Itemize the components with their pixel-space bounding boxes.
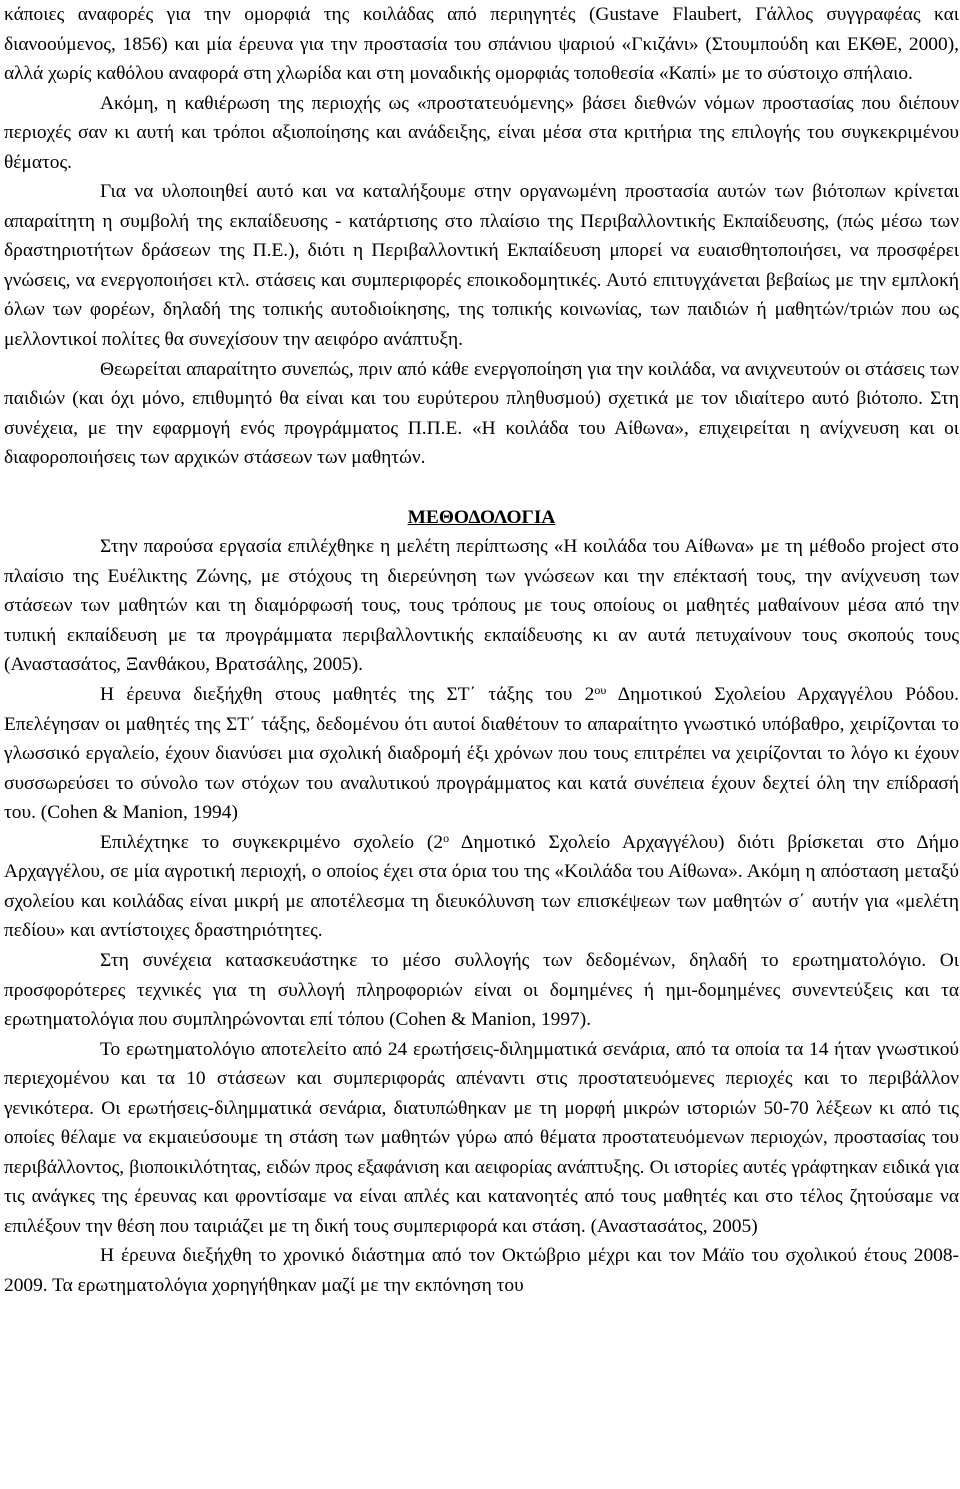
paragraph-school-choice — [4, 828, 959, 946]
text-run: Η έρευνα διεξήχθη στους μαθητές της ΣΤ΄ τάξης του 2 — [100, 684, 595, 706]
paragraph-protected-status: Ακόμη, η καθιέρωση της περιοχής ως «προστατευόμενης» βάσει διεθνών νόμων προστασίας που διέπουν περιοχές σαν κι αυτή και τρόποι αξιοποίησης και ανάδειξης, είναι μέσα στα κριτήρια της επιλογής του συγκεκριμένου θέματος. — [4, 92, 959, 173]
paragraph-attitudes: Θεωρείται απαραίτητο συνεπώς, πριν από κάθε ενεργοποίηση για την κοιλάδα, να ανιχνευτούν οι στάσεις των παιδιών (και όχι μόνο, επιθυμητό θα είναι και του ευρύτερου πληθυσμού) σχετικά με τον ιδιαίτερο αυτό βιότοπο. Στη συνέχεια, με την εφαρμογή ενός προγράμματος Π.Π.Ε. «Η κοιλάδα του Αίθωνα», επιχειρείται η ανίχνευση και οι διαφοροποιήσεις των αρχικών στάσεων των μαθητών. — [4, 358, 959, 469]
paragraph-research-period: Η έρευνα διεξήχθη το χρονικό διάστημα από τον Οκτώβριο μέχρι και τον Μάϊο του σχολικού έτους 2008-2009. Τα ερωτηματολόγια χορηγήθηκαν μαζί με την εκπόνηση του — [4, 1245, 959, 1296]
paragraph-method-project: Στην παρούσα εργασία επιλέχθηκε η μελέτη περίπτωσης «Η κοιλάδα του Αίθωνα» με τη μέθοδο project στο πλαίσιο της Ευέλικτης Ζώνης, με στόχους τη διερεύνηση των γνώσεων και την επέκτασή τους, την ανίχνευση των στάσεων των μαθητών και τη διαμόρφωσή τους, τους τρόπους με τους οποίους οι μαθητές μαθαίνουν μέσα από την τυπική εκπαίδευση με τα προγράμματα περιβαλλοντικής εκπαίδευσης κι αν αυτά πετυχαίνουν τους σκοπούς τους (Αναστασάτος, Ξανθάκου, Βρατσάλης, 2005). — [4, 536, 959, 676]
paragraph-environmental-education: Για να υλοποιηθεί αυτό και να καταλήξουμε στην οργανωμένη προστασία αυτών των βιότοπων κρίνεται απαραίτητη η συμβολή της εκπαίδευσης - κατάρτισης στο πλαίσιο της Περιβαλλοντικής Εκπαίδευσης, (πώς μέσω των δραστηριοτήτων δράσεων της Π.Ε.), διότι η Περιβαλλοντική Εκπαίδευση μπορεί να ευαισθητοποιήσει, να προσφέρει γνώσεις, να ενεργοποιήσει κτλ. στάσεις και συμπεριφορές εποικοδομητικές. Αυτό επιτυγχάνεται βεβαίως με την εμπλοκή όλων των φορέων, δηλαδή της τοπικής αυτοδιοίκησης, της τοπικής κοινωνίας, των παιδιών ή μαθητών/τριών που ως μελλοντικοί πολίτες θα συνεχίσουν την αειφόρο ανάπτυξη. — [4, 181, 959, 351]
ordinal-superscript: ο — [443, 830, 450, 845]
text-run: Επιλέχτηκε το συγκεκριμένο σχολείο (2 — [100, 831, 444, 853]
text-run: Δημοτικού Σχολείου Αρχαγγέλου Ρόδου. Επελέγησαν οι μαθητές της ΣΤ΄ τάξης, δεδομένου ότι αυτοί διαθέτουν το απαραίτητο γνωστικό υπόβαθρο, χειρίζονται το γλωσσικό εργαλείο, έχουν διανύσει μια σχολική διαδρομή έξι χρόνων που τους επιτρέπει να χειρίζονται το λόγο κι έχουν συσσωρεύσει το σύνολο των στόχων του αναλυτικού προγράμματος και κατά συνέπεια έχουν δεχτεί όλη την επίδρασή του. (Cohen & Manion, 1994) — [4, 684, 960, 824]
paragraph-questionnaire-tool: Στη συνέχεια κατασκευάστηκε το μέσο συλλογής των δεδομένων, δηλαδή το ερωτηματολόγιο. Οι προσφορότερες τεχνικές για τη συλλογή πληροφοριών είναι οι δομημένες ή ημι-δομημένες συνεντεύξεις και τα ερωτηματολόγια που συμπληρώνονται επί τόπου (Cohen & Manion, 1997). — [4, 949, 959, 1031]
paragraph-research-sample — [4, 680, 959, 828]
ordinal-superscript: ου — [594, 683, 607, 698]
section-spacer — [4, 473, 959, 503]
text-run: Δημοτικό Σχολείο Αρχαγγέλου) διότι βρίσκεται στο Δήμο Αρχαγγέλου, σε μία αγροτική περιοχή, ο οποίος έχει στα όρια του της «Κοιλάδα του Αίθωνα». Ακόμη η απόσταση μεταξύ σχολείου και κοιλάδας είναι μικρή με αποτέλεσμα τη διευκόλυνση των επισκέψεων των μαθητών σ΄ αυτήν για «μελέτη πεδίου» και αντίστοιχες δραστηριότητες. — [4, 831, 959, 942]
paragraph-intro-continuation: κάποιες αναφορές για την ομορφιά της κοιλάδας από περιηγητές (Gustave Flaubert, Γάλλος συγγραφέας και διανοούμενος, 1856) και μία έρευνα για την προστασία του σπάνιου ψαριού «Γκιζάνι» (Στουμπούδη και ΕΚΘΕ, 2000), αλλά χωρίς καθόλου αναφορά στη χλωρίδα και στη μοναδικής ομορφιάς τοποθεσία «Καπί» με το σύστοιχο σπήλαιο. — [4, 4, 959, 85]
paragraph-questionnaire-structure: Το ερωτηματολόγιο αποτελείτο από 24 ερωτήσεις-διλημματικά σενάρια, από τα οποία τα 14 ήταν γνωστικού περιεχομένου και τα 10 στάσεων και συμπεριφοράς απέναντι στις προστατευόμενες περιοχές και το περιβάλλον γενικότερα. Οι ερωτήσεις-διλημματικά σενάρια, διατυπώθηκαν με τη μορφή μικρών ιστοριών 50-70 λέξεων κι από τις οποίες θέλαμε να εκμαιεύσουμε τη στάση των μαθητών γύρω από θέματα προστατευόμενων περιοχών, προστασίας του περιβάλλοντος, βιοποικιλότητας, ειδών προς εξαφάνιση και αειφορίας ανάπτυξης. Οι ιστορίες αυτές γράφτηκαν ειδικά για τις ανάγκες της έρευνας και φροντίσαμε να είναι απλές και κατανοητές από τους μαθητές και στο τέλος ζητούσαμε να επιλέξουν την θέση που ταιριάζει με τη δική τους συμπεριφορά και στάση. (Αναστασάτος, 2005) — [4, 1038, 959, 1237]
section-heading-methodology: ΜΕΘΟΔΟΛΟΓΙΑ — [407, 506, 556, 528]
